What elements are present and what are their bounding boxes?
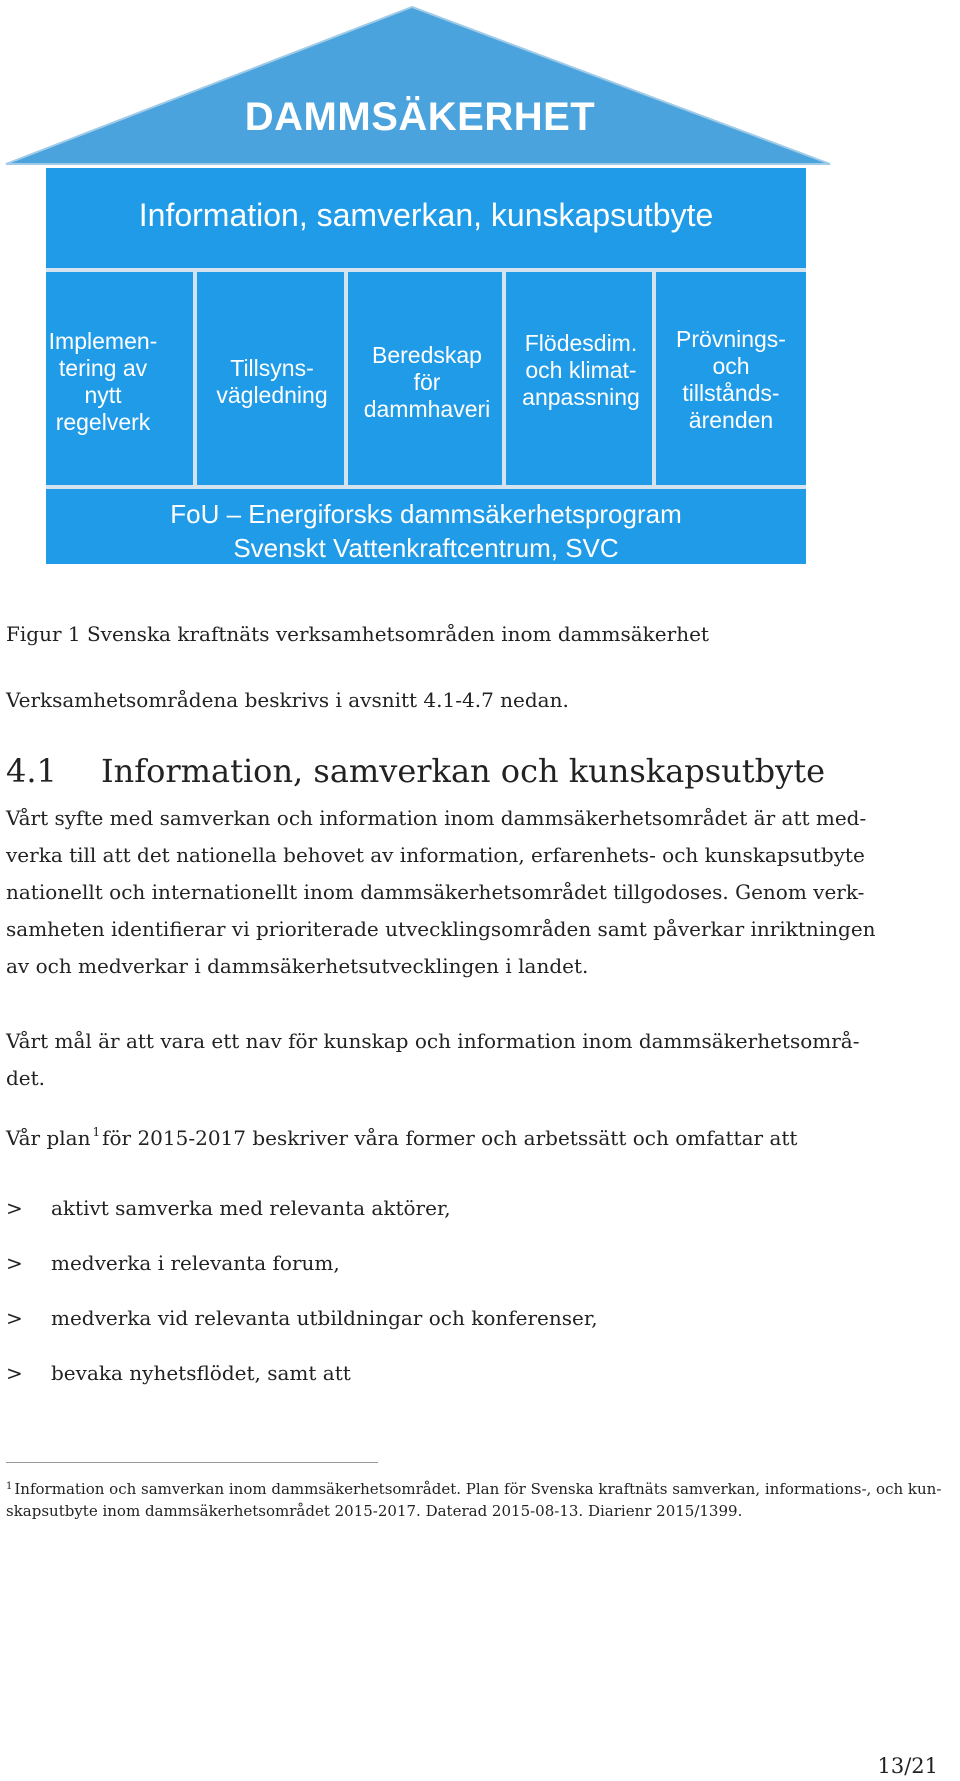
- bullet-marker: >: [6, 1196, 23, 1220]
- footnote: [6, 1476, 941, 1522]
- pillar-label: Prövnings- och tillstånds- ärenden: [676, 326, 786, 433]
- house-graphic: [0, 0, 960, 580]
- pillar-label: Beredskap för dammhaveri: [363, 342, 491, 422]
- dam-safety-house-diagram: [0, 0, 960, 580]
- bullet-marker: >: [6, 1306, 23, 1330]
- section-title: Information, samverkan och kunskapsutbyte: [101, 752, 825, 790]
- roof: [6, 7, 830, 164]
- bullet-marker: >: [6, 1251, 23, 1275]
- text-line: Vårt syfte med samverkan och information inom dammsäkerhetsområdet är att med-: [6, 806, 867, 830]
- paragraph: [6, 800, 941, 985]
- bullet-text: medverka vid relevanta utbildningar och konferenser,: [51, 1306, 598, 1330]
- footnote-text: Information och samverkan inom dammsäkerhetsområdet. Plan för Svenska kraftnäts samverkan, informations-, och kun-: [14, 1480, 942, 1498]
- text-line: av och medverkar i dammsäkerhetsutvecklingen i landet.: [6, 954, 589, 978]
- bullet-item: [6, 1306, 598, 1330]
- footnote-separator: [6, 1462, 378, 1463]
- roof-title: DAMMSÄKERHET: [244, 95, 596, 139]
- text-line: Vårt mål är att vara ett nav för kunskap och information inom dammsäkerhetsområ-: [6, 1029, 860, 1053]
- text-line: verka till att det nationella behovet av information, erfarenhets- och kunskapsutbyte: [6, 843, 865, 867]
- footnote-number: 1: [6, 1481, 13, 1492]
- bullet-text: bevaka nyhetsflödet, samt att: [51, 1361, 351, 1385]
- figure-caption: Figur 1 Svenska kraftnäts verksamhetsområden inom dammsäkerhet: [6, 622, 709, 646]
- bullet-text: medverka i relevanta forum,: [51, 1251, 340, 1275]
- bullet-item: [6, 1361, 351, 1385]
- footnote-line: skapsutbyte inom dammsäkerhetsområdet 2015-2017. Daterad 2015-08-13. Diarienr 2015/1399.: [6, 1502, 743, 1520]
- foundation-label: FoU – Energiforsks dammsäkerhetsprogram: [170, 499, 682, 529]
- pillar-label: Tillsyns- vägledning: [216, 355, 328, 408]
- section-number: 4.1: [6, 752, 57, 790]
- bullet-item: [6, 1196, 451, 1220]
- text-line: samheten identifierar vi prioriterade utvecklingsområden samt påverkar inriktningen: [6, 917, 876, 941]
- pillar-label: Flödesdim. och klimat- anpassning: [522, 330, 640, 410]
- bullet-marker: >: [6, 1361, 23, 1385]
- text-line: nationellt och internationellt inom dammsäkerhetsområdet tillgodoses. Genom verk-: [6, 880, 865, 904]
- section-heading: [6, 752, 941, 790]
- paragraph: [6, 1023, 941, 1097]
- intro-sentence: Verksamhetsområdena beskrivs i avsnitt 4.1-4.7 nedan.: [6, 688, 569, 712]
- beam-label: Information, samverkan, kunskapsutbyte: [138, 197, 714, 233]
- text-segment: Vår plan: [6, 1126, 91, 1150]
- paragraph: [6, 1125, 941, 1150]
- bullet-item: [6, 1251, 340, 1275]
- footnote-line: [6, 1476, 941, 1500]
- bullet-text: aktivt samverka med relevanta aktörer,: [51, 1196, 451, 1220]
- page-number: 13/21: [877, 1754, 938, 1778]
- footnote-reference[interactable]: 1: [92, 1125, 101, 1139]
- foundation-label: Svenskt Vattenkraftcentrum, SVC: [233, 533, 619, 563]
- pillar-label: Implemen- tering av nytt regelverk: [48, 328, 158, 435]
- text-segment: för 2015-2017 beskriver våra former och arbetssätt och omfattar att: [102, 1126, 798, 1150]
- text-line: det.: [6, 1066, 46, 1090]
